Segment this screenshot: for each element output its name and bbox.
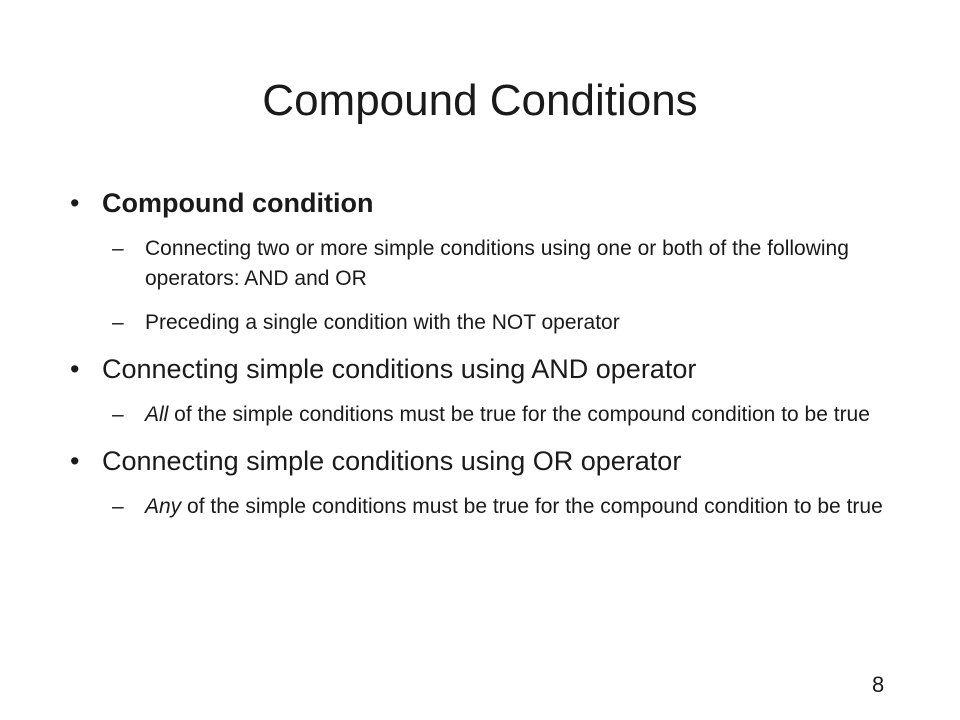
sub-bullet-item — [112, 492, 890, 522]
slide-title: Compound Conditions — [262, 76, 698, 125]
page-number: 8 — [872, 672, 885, 697]
bullet-text: Connecting simple conditions using AND operator — [102, 354, 697, 384]
bullet-item — [70, 444, 890, 478]
bullet-text: Compound condition — [102, 188, 374, 218]
dash-icon: – — [112, 495, 124, 518]
bullet-icon: • — [70, 354, 80, 384]
bullet-list — [70, 186, 890, 536]
bullet-icon: • — [70, 446, 80, 476]
bullet-item — [70, 186, 890, 220]
sub-bullet-text: Preceding a single condition with the NOT operator — [145, 311, 620, 334]
sub-bullet-text: of the simple conditions must be true for the compound condition to be true — [168, 403, 870, 426]
dash-icon: – — [112, 311, 124, 334]
dash-icon: – — [112, 237, 124, 260]
sub-bullet-item — [112, 400, 890, 430]
sub-bullet-text: Connecting two or more simple conditions using one or both of the following operators: AND and OR — [145, 237, 849, 290]
sub-bullet-item — [112, 234, 890, 294]
bullet-icon: • — [70, 188, 80, 218]
emphasis-text: Any — [145, 495, 182, 518]
sub-bullet-item — [112, 308, 890, 338]
bullet-item — [70, 352, 890, 386]
dash-icon: – — [112, 403, 124, 426]
emphasis-text: All — [145, 403, 169, 426]
bullet-text: Connecting simple conditions using OR operator — [102, 446, 682, 476]
sub-bullet-text: of the simple conditions must be true for the compound condition to be true — [181, 495, 883, 518]
